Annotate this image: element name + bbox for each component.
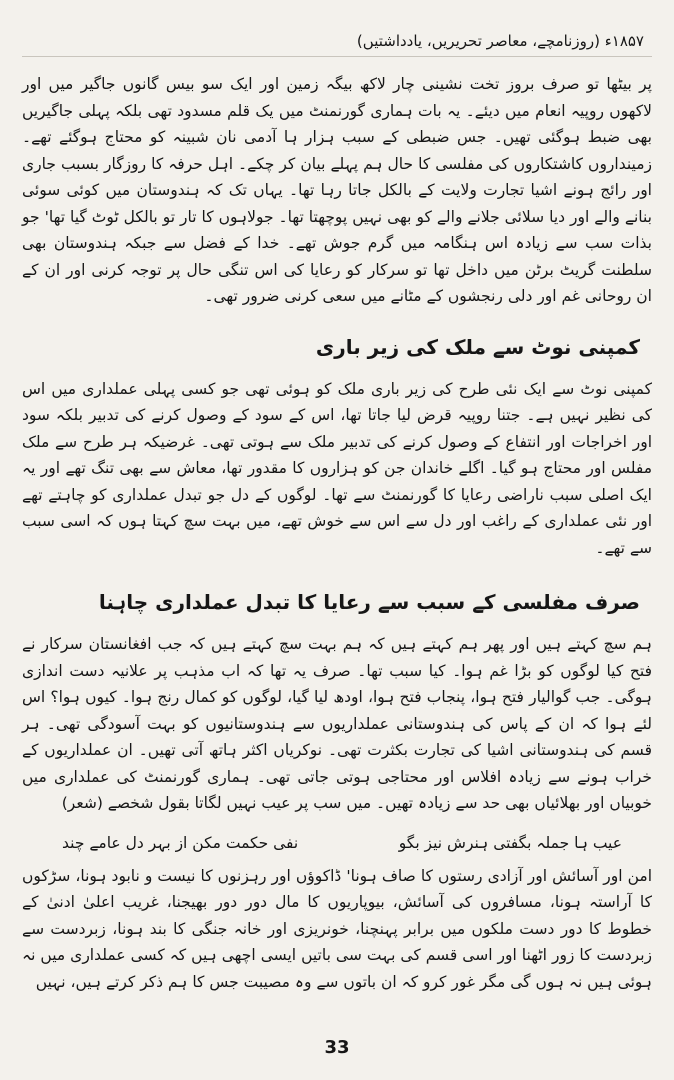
- verse-first-hemistich: عیب ہا جملہ بگفتی ہنرش نیز بگو: [398, 833, 622, 852]
- verse-second-hemistich: نفی حکمت مکن از بہر دل عامے چند: [62, 833, 299, 852]
- section-heading-poverty: صرف مفلسی کے سبب سے رعایا کا تبدل عملداری چاہنا: [98, 590, 640, 614]
- paragraph-closing: امن اور آسائش اور آزادی رستوں کا صاف ہونا' ڈاکوؤں اور رہزنوں کا نیست و نابود ہونا، سڑکوں کا آراستہ ہونا، مسافروں کی آسائش، بیوپاریوں کا مال دور دور بھیجنا، غریب اعلیٰ ادنیٰ کے خطوط کا دور دست ملکوں میں برابر پہنچنا، خونریزی اور خانہ جنگی کا بند ہونا، زبردست سے زبردست کا زور اٹھنا اور اسی قسم کی بہت سی باتیں ایسی اچھی ہیں کہ کسی عملداری میں نہ ہوئی ہیں نہ ہوں گی مگر غور کرو کہ ان باتوں سے وہ مصیبت جس کا ہم ذکر کرتے ہیں، نہیں: [22, 866, 652, 991]
- running-header: ۱۸۵۷ء (روزنامچے، معاصر تحریریں، یادداشتیں): [22, 30, 652, 57]
- page-number: 33: [324, 1037, 350, 1058]
- paragraph-poverty: ہم سچ کہتے ہیں اور پھر ہم کہتے ہیں کہ ہم بہت سچ کہتے ہیں کہ جب افغانستان سرکار نے فتح کیا لوگوں کو بڑا غم ہوا۔ کیا سبب تھا۔ صرف یہ تھا کہ اب مذہب پر علانیہ دست اندازی ہوگی۔ جب گوالیار فتح ہوا، پنجاب فتح ہوا، اودھ لیا گیا، لوگوں کو کمال رنج ہوا۔ کیوں ہوا؟ اس لئے ہوا کہ ان کے پاس کی ہندوستانی عملداریوں سے ہندوستانیوں کو بہت آسودگی تھی۔ ہر قسم کی ہندوستانی اشیا کی تجارت بکثرت تھی۔ نوکریاں اکثر ہاتھ آتی تھیں۔ ان عملداریوں کے خراب ہونے سے زیادہ افلاس اور محتاجی ہوتی جاتی تھی۔ ہماری گورنمنٹ کی عملداری میں خوبیاں اور بھلائیاں بھی حد سے زیادہ تھیں۔ میں سب پر عیب نہیں لگاتا بقول شخصے (شعر): [22, 635, 652, 812]
- paragraph-company-note: کمپنی نوٹ سے ایک نئی طرح کی زیر باری ملک کو ہوئی تھی جو کسی پہلی عملداری میں اس کی نظیر نہیں ہے۔ جتنا روپیہ قرض لیا جاتا تھا، اس کے سود کے وصول کرنے کی تدبیر بلکہ سود اور اخراجات اور انتفاع کے وصول کرنے کی تدبیر ملک سے ہوتی تھی۔ غرضیکہ ہر طرح سے ملک مفلس اور محتاج ہو گیا۔ اگلے خاندان جن کو ہزاروں کا مقدور تھا، معاش سے بھی تنگ تھے اور یہ ایک اصلی سبب ناراضی رعایا کا گورنمنٹ سے تھا۔ لوگوں کے دل جو تبدل عملداری کو چاہتے تھے اور نئی عملداری کے راغب اور دل سے اس سے خوش تھے، میں بہت سچ کہتا ہوں کہ اسی سبب سے تھے۔: [22, 379, 652, 557]
- paragraph-intro: پر بیٹھا تو صرف بروز تخت نشینی چار لاکھ بیگہ زمین اور ایک سو بیس گانوں جاگیر میں اور لاکھوں روپیہ انعام میں دیئے۔ یہ بات ہماری گورنمنٹ میں یک قلم مسدود تھی بلکہ پہلی جاگیریں بھی ضبط ہوگئی تھیں۔ جس ضبطی کے سبب ہزار ہا آدمی نان شبینہ کو محتاج ہوگئے تھے۔ زمینداروں کاشتکاروں کی مفلسی کا حال ہم پہلے بیان کر چکے۔ اہل حرفہ کا روزگار بسبب جاری اور رائج ہونے اشیا تجارت ولایت کے بالکل جاتا رہا تھا۔ یہاں تک کہ ہندوستان میں کوئی سوئی بنانے والے اور دیا سلائی جلانے والے کو بھی نہیں پوچھتا تھا۔ جولاہوں کا تار تو بالکل ٹوٹ گیا تھا' جو بذات سب سے زیادہ اس ہنگامہ میں گرم جوش تھے۔ خدا کے فضل سے جبکہ ہندوستان بھی سلطنت گریٹ برٹن میں داخل تھا تو سرکار کو رعایا کی اس تنگی حال پر توجہ کرنی اور ان کے ان روحانی غم اور دلی رنجشوں کے مٹانے میں سعی کرنی ضرور تھی۔: [22, 75, 652, 305]
- section-heading-company-note: کمپنی نوٹ سے ملک کی زیر باری: [315, 334, 640, 359]
- verse-couplet: [62, 829, 622, 857]
